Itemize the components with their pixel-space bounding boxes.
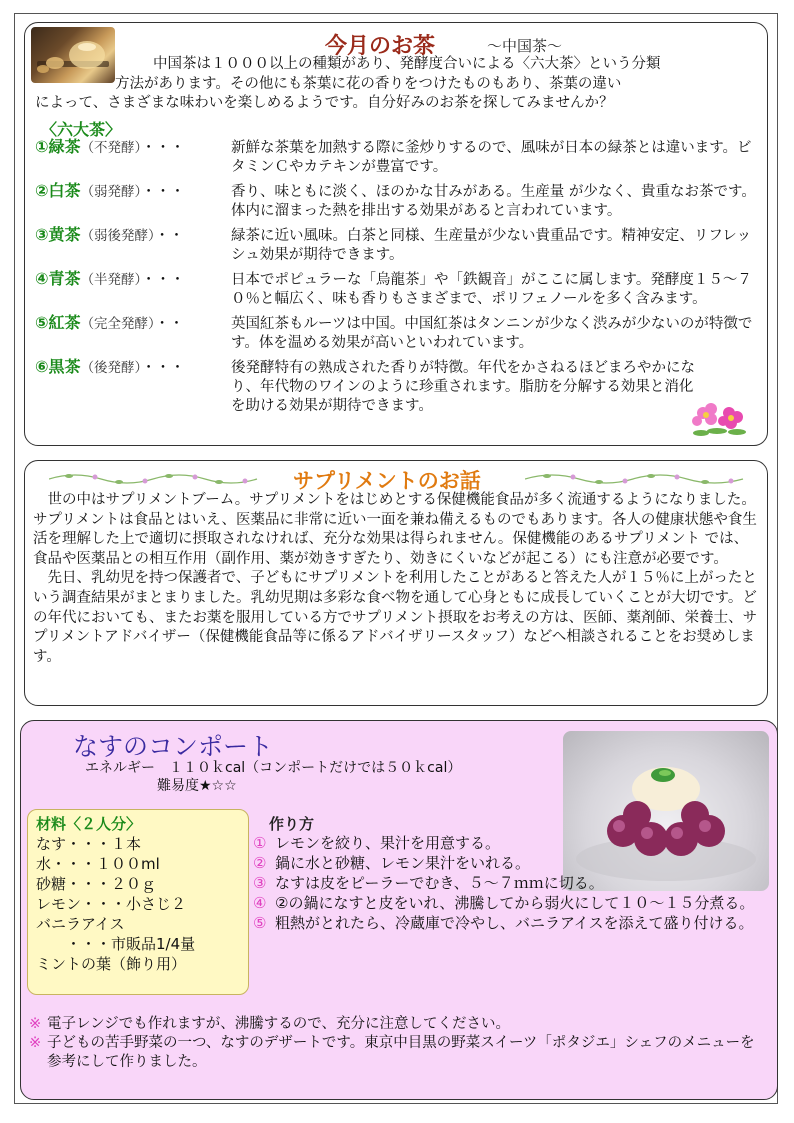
tea-desc: 新鮮な茶葉を加熱する際に釜炒りするので、風味が日本の緑茶とは違います。ビタミンＣやカテキンが豊富です。 (231, 140, 752, 175)
recipe-notes (29, 1015, 769, 1072)
tea-name: ③黄茶 (35, 225, 81, 244)
tea-intro-line: 中国茶は１０００以上の種類があり、発酵度合いによる〈六大茶〉という分類 (153, 56, 661, 72)
step-item (253, 853, 773, 873)
flower-decoration-icon (689, 399, 749, 439)
tea-item-black (35, 313, 765, 353)
step-text: 粗熱がとれたら、冷蔵庫で冷やし、バニラアイスを添えて盛り付ける。 (275, 914, 754, 932)
tea-item-white (35, 181, 765, 221)
note-text: 子どもの苦手野菜の一つ、なすのデザートです。東京中目黒の野菜スイーツ「ポタジエ」シェフのメニューを参考にして作りました。 (47, 1035, 755, 1070)
tea-list (35, 137, 765, 420)
tea-item-yellow (35, 225, 765, 265)
tea-dots: ・・・ (141, 140, 185, 156)
tea-name: ②白茶 (35, 181, 81, 200)
step-number: ② (253, 854, 267, 872)
tea-dots: ・・・ (141, 184, 185, 200)
steps-title: 作り方 (269, 815, 315, 833)
tea-dots: ・・ (154, 316, 184, 332)
tea-item-dark (35, 357, 765, 416)
step-text: ②の鍋になすと皮をいれ、沸騰してから弱火にして１０～１５分煮る。 (275, 894, 755, 912)
tea-name: ⑤紅茶 (35, 313, 81, 332)
tea-type: （半発酵） (80, 272, 142, 288)
tea-subtitle: ～中国茶～ (487, 37, 563, 55)
step-number: ③ (253, 874, 267, 892)
tea-desc: 後発酵特有の熟成された香りが特徴。年代をかさねるほどまろやかになり、年代物のワインのように珍重されます。脂肪を分解する効果と消化を助ける効果が期待できます。 (231, 360, 695, 414)
note-item (29, 1015, 769, 1034)
step-item (253, 913, 773, 933)
ingredient-item: ・・・市販品1/4量 (36, 935, 196, 953)
tea-desc: 香り、味ともに淡く、ほのかな甘みがある。生産量 が少なく、貴重なお茶です。体内に溜まった熱を排出する効果があると言われています。 (231, 184, 756, 219)
ingredients-box (27, 809, 249, 995)
step-item (253, 833, 773, 853)
step-number: ⑤ (253, 914, 267, 932)
steps-list (253, 833, 773, 933)
step-number: ① (253, 834, 267, 852)
step-item (253, 873, 773, 893)
tea-type: （弱後発酵） (80, 228, 155, 244)
recipe-difficulty: 難易度★☆☆ (157, 778, 237, 794)
note-mark: ※ (29, 1035, 42, 1051)
supplement-section (24, 460, 768, 706)
ingredient-item: ミントの葉（飾り用） (36, 955, 187, 973)
step-number: ④ (253, 894, 267, 912)
note-mark: ※ (29, 1016, 42, 1032)
vine-right-icon (525, 471, 745, 487)
supplement-paragraph: 世の中はサプリメントブーム。サプリメントをはじめとする保健機能食品が多く流通するようになりました。サプリメントは食品とはいえ、医薬品に非常に近い一面を兼ね備えるものでもあります。各人の健康状態や食生活を理解した上で適切に摂取されなければ、充分な効果は得られません。保健機能のあるサプリメント では、食品や医薬品との相互作用（副作用、薬が効きすぎたり、効きにくいなどが起こる）にも注意が必要です。 (33, 492, 757, 567)
tea-type: （後発酵） (80, 360, 142, 376)
tea-type: （不発酵） (80, 140, 142, 156)
tea-section (24, 22, 768, 446)
step-text: 鍋に水と砂糖、レモン果汁をいれる。 (275, 854, 531, 872)
ingredient-item: 水・・・１００ml (36, 855, 160, 873)
recipe-energy: エネルギー １１０ｋcal（コンポートだけでは５０ｋcal） (85, 760, 462, 776)
step-text: なすは皮をピーラーでむき、５～７ｍｍに切る。 (275, 874, 604, 892)
tea-item-oolong (35, 269, 765, 309)
tea-desc: 日本でポピュラーな「烏龍茶」や「鉄観音」がここに属します。発酵度１５～７０％と幅広く、味も香りもさまざまで、ポリフェノールを多く含みます。 (231, 272, 752, 307)
supplement-paragraph: 先日、乳幼児を持つ保護者で、子どもにサプリメントを利用したことがあると答えた人が１５％に上がったという調査結果がまとまりました。乳幼児期は多彩な食べ物を通して心身ともに成長していくことが大切です。どの年代においても、またお薬を服用している方でサプリメント摂取をお考えの方は、医師、薬剤師、栄養士、サプリメントアドバイザー（保健機能食品等に係るアドバイザリースタッフ）などへ相談されることをお奨めします。 (33, 570, 758, 665)
tea-name: ⑥黒茶 (35, 357, 81, 376)
tea-title: 今月のお茶 (325, 34, 436, 59)
tea-item-green (35, 137, 765, 177)
tea-name: ④青茶 (35, 269, 81, 288)
ingredients-list (36, 834, 240, 974)
ingredients-title: 材料〈２人分〉 (36, 815, 142, 833)
step-item (253, 893, 773, 913)
tea-intro (35, 55, 763, 114)
ingredient-item: レモン・・・小さじ２ (36, 895, 187, 913)
six-teas-heading: 〈六大茶〉 (41, 120, 122, 139)
tea-dots: ・・・ (141, 272, 185, 288)
note-item (29, 1034, 769, 1072)
tea-desc: 緑茶に近い風味。白茶と同様、生産量が少ない貴重品です。精神安定、リフレッシュ効果が期待できます。 (231, 228, 752, 263)
tea-intro-line: によって、さまざまな味わいを楽しめるようです。自分好みのお茶を探してみませんか？ (35, 95, 614, 111)
tea-type: （弱発酵） (80, 184, 142, 200)
supplement-body (33, 491, 761, 667)
tea-type: （完全発酵） (80, 316, 155, 332)
note-text: 電子レンジでも作れますが、沸騰するので、充分に注意してください。 (47, 1016, 510, 1032)
tea-dots: ・・ (154, 228, 184, 244)
ingredient-item: なす・・・１本 (36, 835, 142, 853)
tea-desc: 英国紅茶もルーツは中国。中国紅茶はタンニンが少なく渋みが少ないのが特徴です。体を温める効果が高いといわれています。 (231, 316, 753, 351)
tea-dots: ・・・ (141, 360, 185, 376)
recipe-title: なすのコンポート (73, 732, 274, 761)
tea-intro-line: 方法があります。その他にも茶葉に花の香りをつけたものもあり、茶葉の違い (115, 75, 622, 92)
vine-left-icon (49, 471, 259, 487)
step-text: レモンを絞り、果汁を用意する。 (275, 834, 501, 852)
supplement-title: サプリメントのお話 (293, 469, 481, 493)
ingredient-item: 砂糖・・・２０ｇ (36, 875, 157, 893)
ingredient-item: バニラアイス (36, 915, 125, 933)
recipe-section (20, 720, 778, 1100)
tea-name: ①緑茶 (35, 137, 81, 156)
